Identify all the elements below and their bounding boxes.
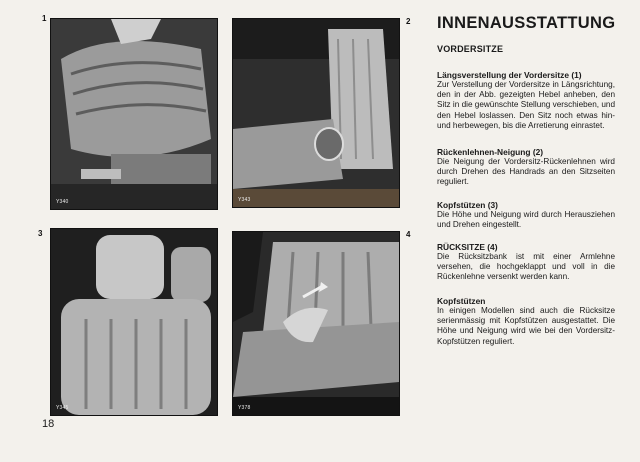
figure-1-number: 1	[42, 14, 47, 23]
figure-4-photo	[232, 231, 400, 416]
figure-1-photo	[50, 18, 218, 210]
block-text: Die Neigung der Vordersitz-Rückenlehnen wird durch Drehen des Handrads an den Sitzseiten reguliert.	[437, 157, 615, 187]
block-heading: Rückenlehnen-Neigung (2)	[437, 147, 544, 157]
figure-4-code: Y378	[238, 405, 251, 411]
block-heading: Längsverstellung der Vordersitze (1)	[437, 70, 582, 80]
figure-4-number: 4	[406, 230, 411, 239]
figure-2-photo	[232, 18, 400, 208]
backrest-handwheel-illustration	[233, 19, 399, 207]
block-heading: RÜCKSITZE (4)	[437, 242, 498, 252]
seat-rail-illustration	[51, 19, 217, 209]
rear-seat-illustration	[233, 232, 399, 415]
block-text: Die Rücksitzbank ist mit einer Armlehne versehen, die hochgeklappt und voll in die Rückenlehne versenkt werden kann.	[437, 252, 615, 282]
page-number: 18	[42, 418, 55, 430]
block-text: In einigen Modellen sind auch die Rücksitze serienmässig mit Kopfstützen ausgestattet. Die Höhe und Neigung wird wie bei den Vordersitz-Kopfstützen reguliert.	[437, 306, 615, 346]
block-text: Die Höhe und Neigung wird durch Herausziehen und Drehen eingestellt.	[437, 210, 615, 230]
section-heading: VORDERSITZE	[437, 44, 504, 54]
block-heading: Kopfstützen (3)	[437, 200, 498, 210]
figure-2-number: 2	[406, 17, 411, 26]
block-text: Zur Verstellung der Vordersitze in Längsrichtung, den in der Abb. gezeigten Hebel anheben, den Sitz in die gewünschte Stellung verschieben, und den Hebel loslassen. Den Sitz noch etwas hin-und herbewegen, bis die Arretierung einrastet.	[437, 80, 615, 130]
figure-2-code: Y343	[238, 197, 251, 203]
text-block-rear-seats	[437, 242, 615, 283]
block-heading: Kopfstützen	[437, 296, 486, 306]
text-block-backrest	[437, 147, 615, 188]
headrest-illustration	[51, 229, 217, 415]
figure-3-code: Y345	[56, 405, 69, 411]
text-block-headrests	[437, 200, 615, 230]
figure-3-photo	[50, 228, 218, 416]
figure-3-number: 3	[38, 229, 43, 238]
page-title: INNENAUSSTATTUNG	[437, 14, 616, 32]
text-block-rear-headrests	[437, 296, 615, 347]
text-block-longitudinal	[437, 70, 615, 131]
figure-1-code: Y340	[56, 199, 69, 205]
